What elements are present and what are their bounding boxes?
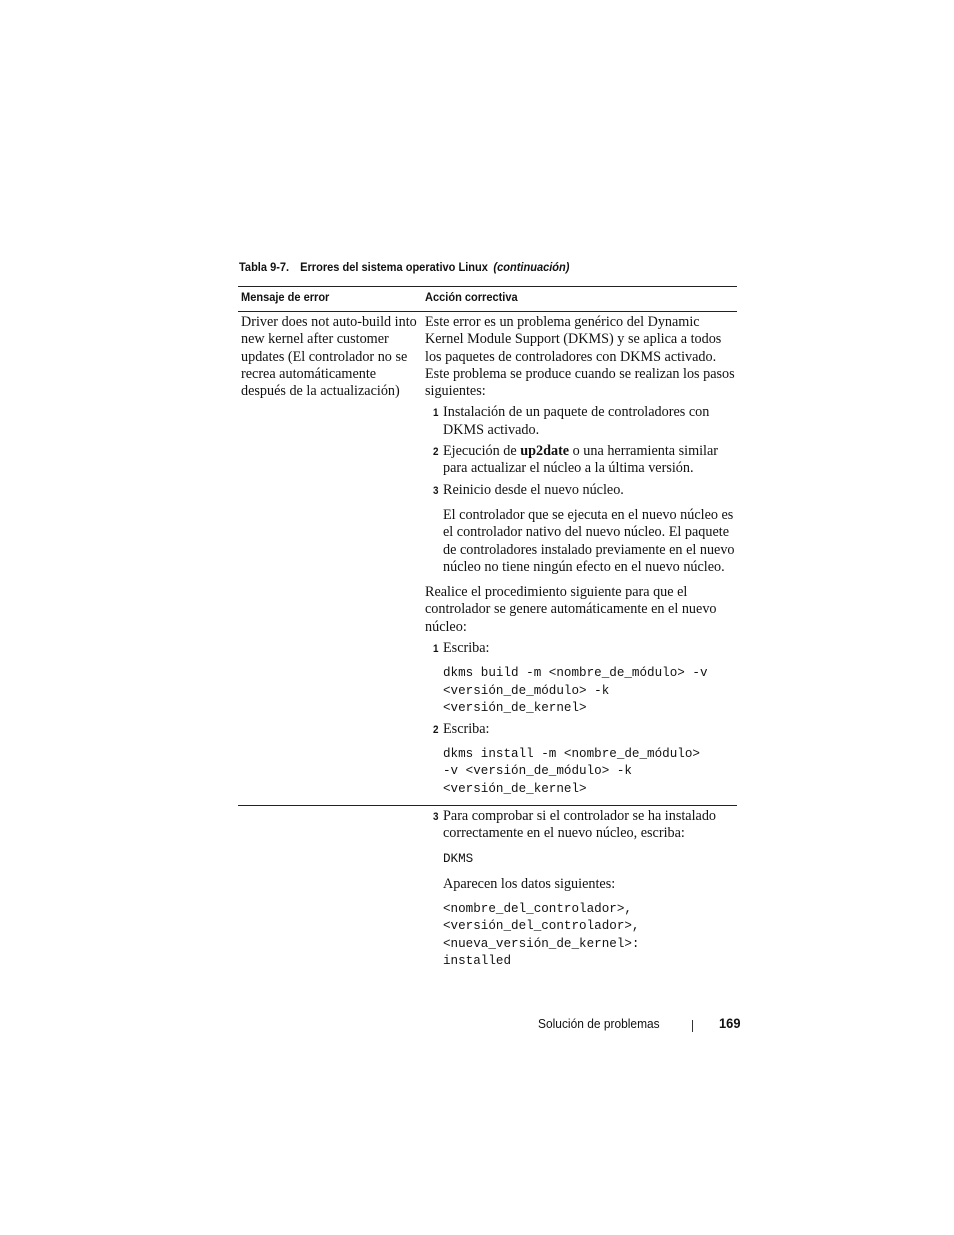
header-corrective-action: Acción correctiva: [425, 290, 518, 304]
list-item: [425, 808, 737, 843]
step-number: 3: [433, 484, 439, 497]
problem-intro: Este error es un problema genérico del Dynamic Kernel Module Support (DKMS) y se aplica a todos los paquetes de controladores con DKMS activado. Este problema se produce cuando se realizan los pasos siguientes:: [425, 314, 735, 400]
table-title: Errores del sistema operativo Linux: [300, 260, 488, 274]
step-text: Para comprobar si el controlador se ha instalado correctamente en el nuevo núcleo, escriba:: [443, 808, 717, 842]
code-block-dkms-install: dkms install -m <nombre_de_módulo> -v <versión_de_módulo> -k <versión_de_kernel>: [443, 747, 700, 796]
step-text: Instalación de un paquete de controladores con DKMS activado.: [443, 404, 710, 438]
table-caption: [239, 260, 569, 274]
table-row-rule: [238, 805, 737, 806]
footer-separator: [692, 1020, 693, 1032]
step-note: El controlador que se ejecuta en el nuevo núcleo es el controlador nativo del nuevo núcleo. El paquete de controladores instalado previamente en el nuevo núcleo no tiene ningún efecto en el nuevo núcleo.: [443, 506, 735, 575]
list-item: [425, 721, 737, 738]
code-block-dkms-build: dkms build -m <nombre_de_módulo> -v <versión_de_módulo> -k <versión_de_kernel>: [443, 666, 708, 715]
step-text-after: o una herramienta similar para actualizar el núcleo a la última versión.: [443, 443, 719, 477]
header-error-message: Mensaje de error: [241, 290, 330, 304]
list-item: [425, 443, 737, 478]
step-text: Escriba:: [443, 640, 490, 657]
step-number: 1: [433, 643, 439, 656]
footer-section-title: Solución de problemas: [538, 1016, 660, 1031]
list-item: [425, 482, 737, 499]
command-up2date: up2date: [520, 443, 570, 460]
code-dkms: DKMS: [443, 851, 474, 866]
table-header-rule: [238, 311, 737, 312]
step-number: 3: [433, 811, 439, 823]
step-text-before: Ejecución de: [443, 443, 521, 460]
step-number: 1: [433, 407, 439, 420]
corrective-action-cell-continued: [425, 808, 737, 974]
list-item: [425, 640, 737, 657]
table-label: Tabla 9-7.: [239, 260, 290, 274]
corrective-action-cell: [425, 314, 737, 802]
code-output: <nombre_del_controlador>, <versión_del_controlador>, <nueva_versión_de_kernel>: installed: [443, 902, 640, 968]
step-text: Escriba:: [443, 720, 490, 737]
step-number: 2: [433, 446, 439, 459]
step-text: Reinicio desde el nuevo núcleo.: [443, 481, 624, 498]
list-item: [425, 404, 737, 439]
output-intro: Aparecen los datos siguientes:: [443, 875, 616, 892]
error-message-cell: Driver does not auto-build into new kernel after customer updates (El controlador no se recrea automáticamente después de la actualización): [241, 314, 417, 400]
table-continued: (continuación): [493, 260, 570, 274]
procedure-intro: Realice el procedimiento siguiente para que el controlador se genere automáticamente en el nuevo núcleo:: [425, 584, 717, 635]
step-number: 2: [433, 723, 439, 736]
page-number: 169: [719, 1015, 741, 1031]
table-top-rule: [238, 286, 737, 287]
